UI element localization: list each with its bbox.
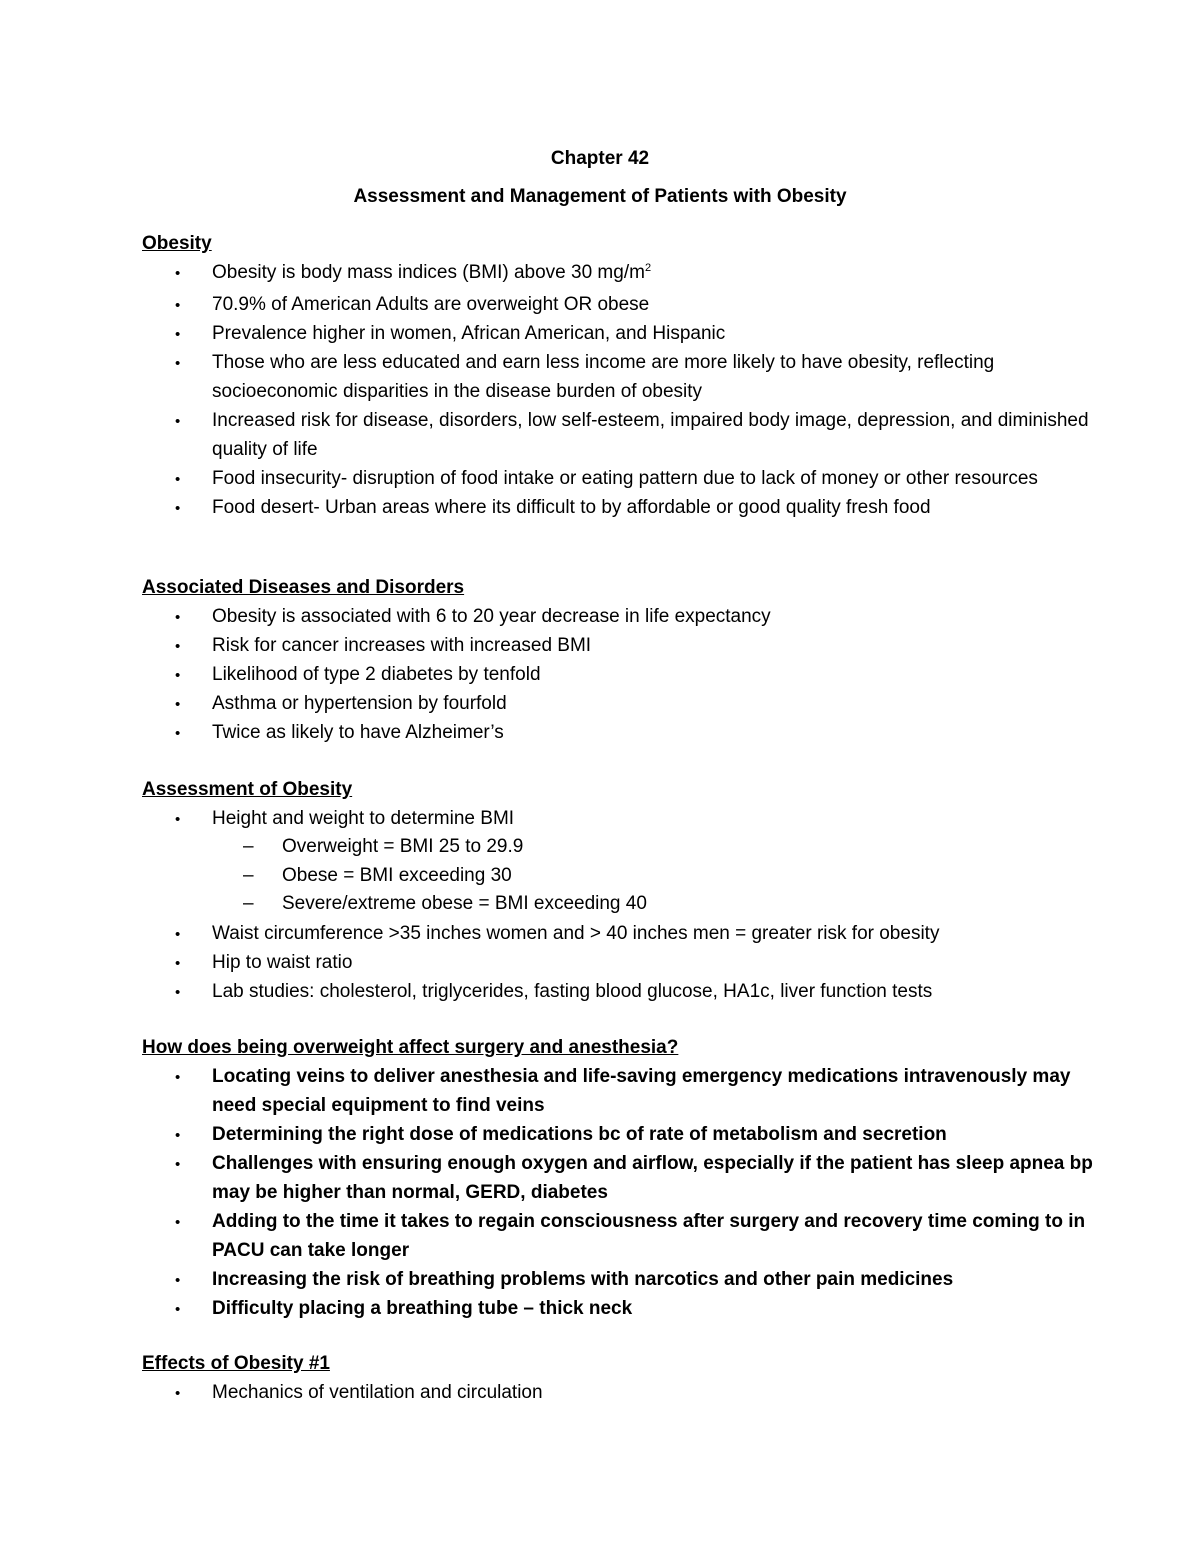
sub-list-item bbox=[142, 862, 1102, 891]
dash-icon: – bbox=[243, 836, 254, 857]
chapter-subtitle: Assessment and Management of Patients with Obesity bbox=[353, 186, 847, 207]
list-item bbox=[142, 689, 1102, 718]
list-item-text: Obesity is body mass indices (BMI) above 30 mg/m bbox=[212, 262, 645, 283]
bullet-icon: • bbox=[175, 297, 181, 314]
bullet-icon: • bbox=[175, 326, 181, 343]
list-item-text: Likelihood of type 2 diabetes by tenfold bbox=[212, 664, 541, 685]
bullet-list bbox=[142, 258, 1102, 522]
list-item-text: Obesity is associated with 6 to 20 year decrease in life expectancy bbox=[212, 606, 771, 627]
section-effects bbox=[142, 1349, 1102, 1407]
list-item-text: Prevalence higher in women, African American, and Hispanic bbox=[212, 323, 726, 344]
list-item-text: Locating veins to deliver anesthesia and life-saving emergency medications intravenously may need special equipment to find veins bbox=[212, 1066, 1071, 1116]
list-item bbox=[142, 319, 1102, 348]
list-item-text: Lab studies: cholesterol, triglycerides, fasting blood glucose, HA1c, liver function tests bbox=[212, 980, 933, 1002]
bullet-icon: • bbox=[175, 609, 181, 626]
list-item-text: Asthma or hypertension by fourfold bbox=[212, 693, 507, 714]
list-item bbox=[142, 348, 1102, 406]
list-item-text: Increasing the risk of breathing problems with narcotics and other pain medicines bbox=[212, 1269, 954, 1290]
list-item bbox=[142, 977, 1102, 1006]
sub-list-item-text: Overweight = BMI 25 to 29.9 bbox=[282, 836, 524, 857]
bullet-icon: • bbox=[175, 1214, 181, 1231]
list-item bbox=[142, 1149, 1102, 1207]
list-item bbox=[142, 1207, 1102, 1265]
list-item-text: Mechanics of ventilation and circulation bbox=[212, 1382, 543, 1403]
bullet-icon: • bbox=[175, 1127, 181, 1144]
list-item-text: Challenges with ensuring enough oxygen and airflow, especially if the patient has sleep apnea bp may be higher than normal, GERD, diabetes bbox=[212, 1153, 1093, 1203]
list-item bbox=[142, 464, 1102, 493]
bullet-list bbox=[142, 1062, 1102, 1323]
title-block bbox=[0, 144, 1200, 211]
section-assessment bbox=[142, 775, 1102, 1006]
list-item bbox=[142, 290, 1102, 319]
bullet-icon: • bbox=[175, 355, 181, 372]
list-item bbox=[142, 602, 1102, 631]
bullet-icon: • bbox=[175, 725, 181, 742]
dash-icon: – bbox=[243, 864, 254, 886]
bullet-icon: • bbox=[175, 265, 181, 282]
sub-list-item-text: Obese = BMI exceeding 30 bbox=[282, 864, 512, 886]
bullet-icon: • bbox=[175, 696, 181, 713]
bullet-list bbox=[142, 804, 1102, 1006]
list-item-text: Those who are less educated and earn less income are more likely to have obesity, reflecting socioeconomic disparities in the disease burden of obesity bbox=[212, 352, 995, 402]
list-item bbox=[142, 1294, 1102, 1323]
bullet-icon: • bbox=[175, 811, 181, 828]
bullet-icon: • bbox=[175, 471, 181, 488]
list-item bbox=[142, 406, 1102, 464]
list-item-text: Increased risk for disease, disorders, low self-esteem, impaired body image, depression, and diminished quality of life bbox=[212, 410, 1089, 460]
list-item bbox=[142, 948, 1102, 977]
list-item-text: Twice as likely to have Alzheimer’s bbox=[212, 722, 504, 743]
list-item bbox=[142, 660, 1102, 689]
list-item-text: Food insecurity- disruption of food intake or eating pattern due to lack of money or other resources bbox=[212, 468, 1038, 489]
list-item-text: Risk for cancer increases with increased BMI bbox=[212, 635, 592, 656]
list-item-text: Food desert- Urban areas where its difficult to by affordable or good quality fresh food bbox=[212, 497, 931, 518]
list-item bbox=[142, 919, 1102, 948]
bullet-icon: • bbox=[175, 1272, 181, 1289]
list-item bbox=[142, 1378, 1102, 1407]
list-item bbox=[142, 493, 1102, 522]
bullet-icon: • bbox=[175, 925, 181, 943]
bullet-icon: • bbox=[175, 638, 181, 655]
list-item bbox=[142, 258, 1102, 290]
section-heading: Obesity bbox=[142, 233, 212, 254]
list-item-text: Waist circumference >35 inches women and > 40 inches men = greater risk for obesity bbox=[212, 922, 940, 944]
bullet-icon: • bbox=[175, 1385, 181, 1402]
list-item-text: Difficulty placing a breathing tube – thick neck bbox=[212, 1298, 633, 1319]
sub-list-item bbox=[142, 833, 1102, 862]
list-item bbox=[142, 631, 1102, 660]
list-item bbox=[142, 804, 1102, 833]
list-item bbox=[142, 1062, 1102, 1120]
list-item-text: 70.9% of American Adults are overweight OR obese bbox=[212, 294, 650, 315]
section-heading: How does being overweight affect surgery and anesthesia? bbox=[142, 1037, 679, 1058]
chapter-title: Chapter 42 bbox=[550, 148, 650, 169]
bullet-icon: • bbox=[175, 983, 181, 1001]
bullet-icon: • bbox=[175, 1156, 181, 1173]
list-item-text: Height and weight to determine BMI bbox=[212, 808, 515, 829]
list-item-text: Hip to waist ratio bbox=[212, 951, 353, 973]
section-heading: Associated Diseases and Disorders bbox=[142, 577, 465, 598]
bullet-list bbox=[142, 602, 1102, 747]
bullet-icon: • bbox=[175, 413, 181, 430]
bullet-icon: • bbox=[175, 954, 181, 972]
section-surgery-anesthesia bbox=[142, 1033, 1102, 1323]
section-heading: Assessment of Obesity bbox=[142, 779, 353, 800]
superscript-text: 2 bbox=[644, 262, 652, 274]
dash-icon: – bbox=[243, 893, 254, 914]
bullet-icon: • bbox=[175, 1301, 181, 1318]
list-item-text: Determining the right dose of medications bc of rate of metabolism and secretion bbox=[212, 1124, 947, 1145]
sub-list-item bbox=[142, 890, 1102, 919]
section-heading: Effects of Obesity #1 bbox=[142, 1353, 330, 1374]
section-associated-diseases bbox=[142, 573, 1102, 747]
bullet-icon: • bbox=[175, 1069, 181, 1086]
list-item bbox=[142, 1265, 1102, 1294]
sub-list-item-text: Severe/extreme obese = BMI exceeding 40 bbox=[282, 893, 647, 914]
bullet-icon: • bbox=[175, 500, 181, 517]
list-item bbox=[142, 1120, 1102, 1149]
bullet-icon: • bbox=[175, 667, 181, 684]
list-item bbox=[142, 718, 1102, 747]
bullet-list bbox=[142, 1378, 1102, 1407]
list-item-text: Adding to the time it takes to regain consciousness after surgery and recovery time coming to in PACU can take longer bbox=[212, 1211, 1086, 1261]
section-obesity bbox=[142, 229, 1102, 522]
